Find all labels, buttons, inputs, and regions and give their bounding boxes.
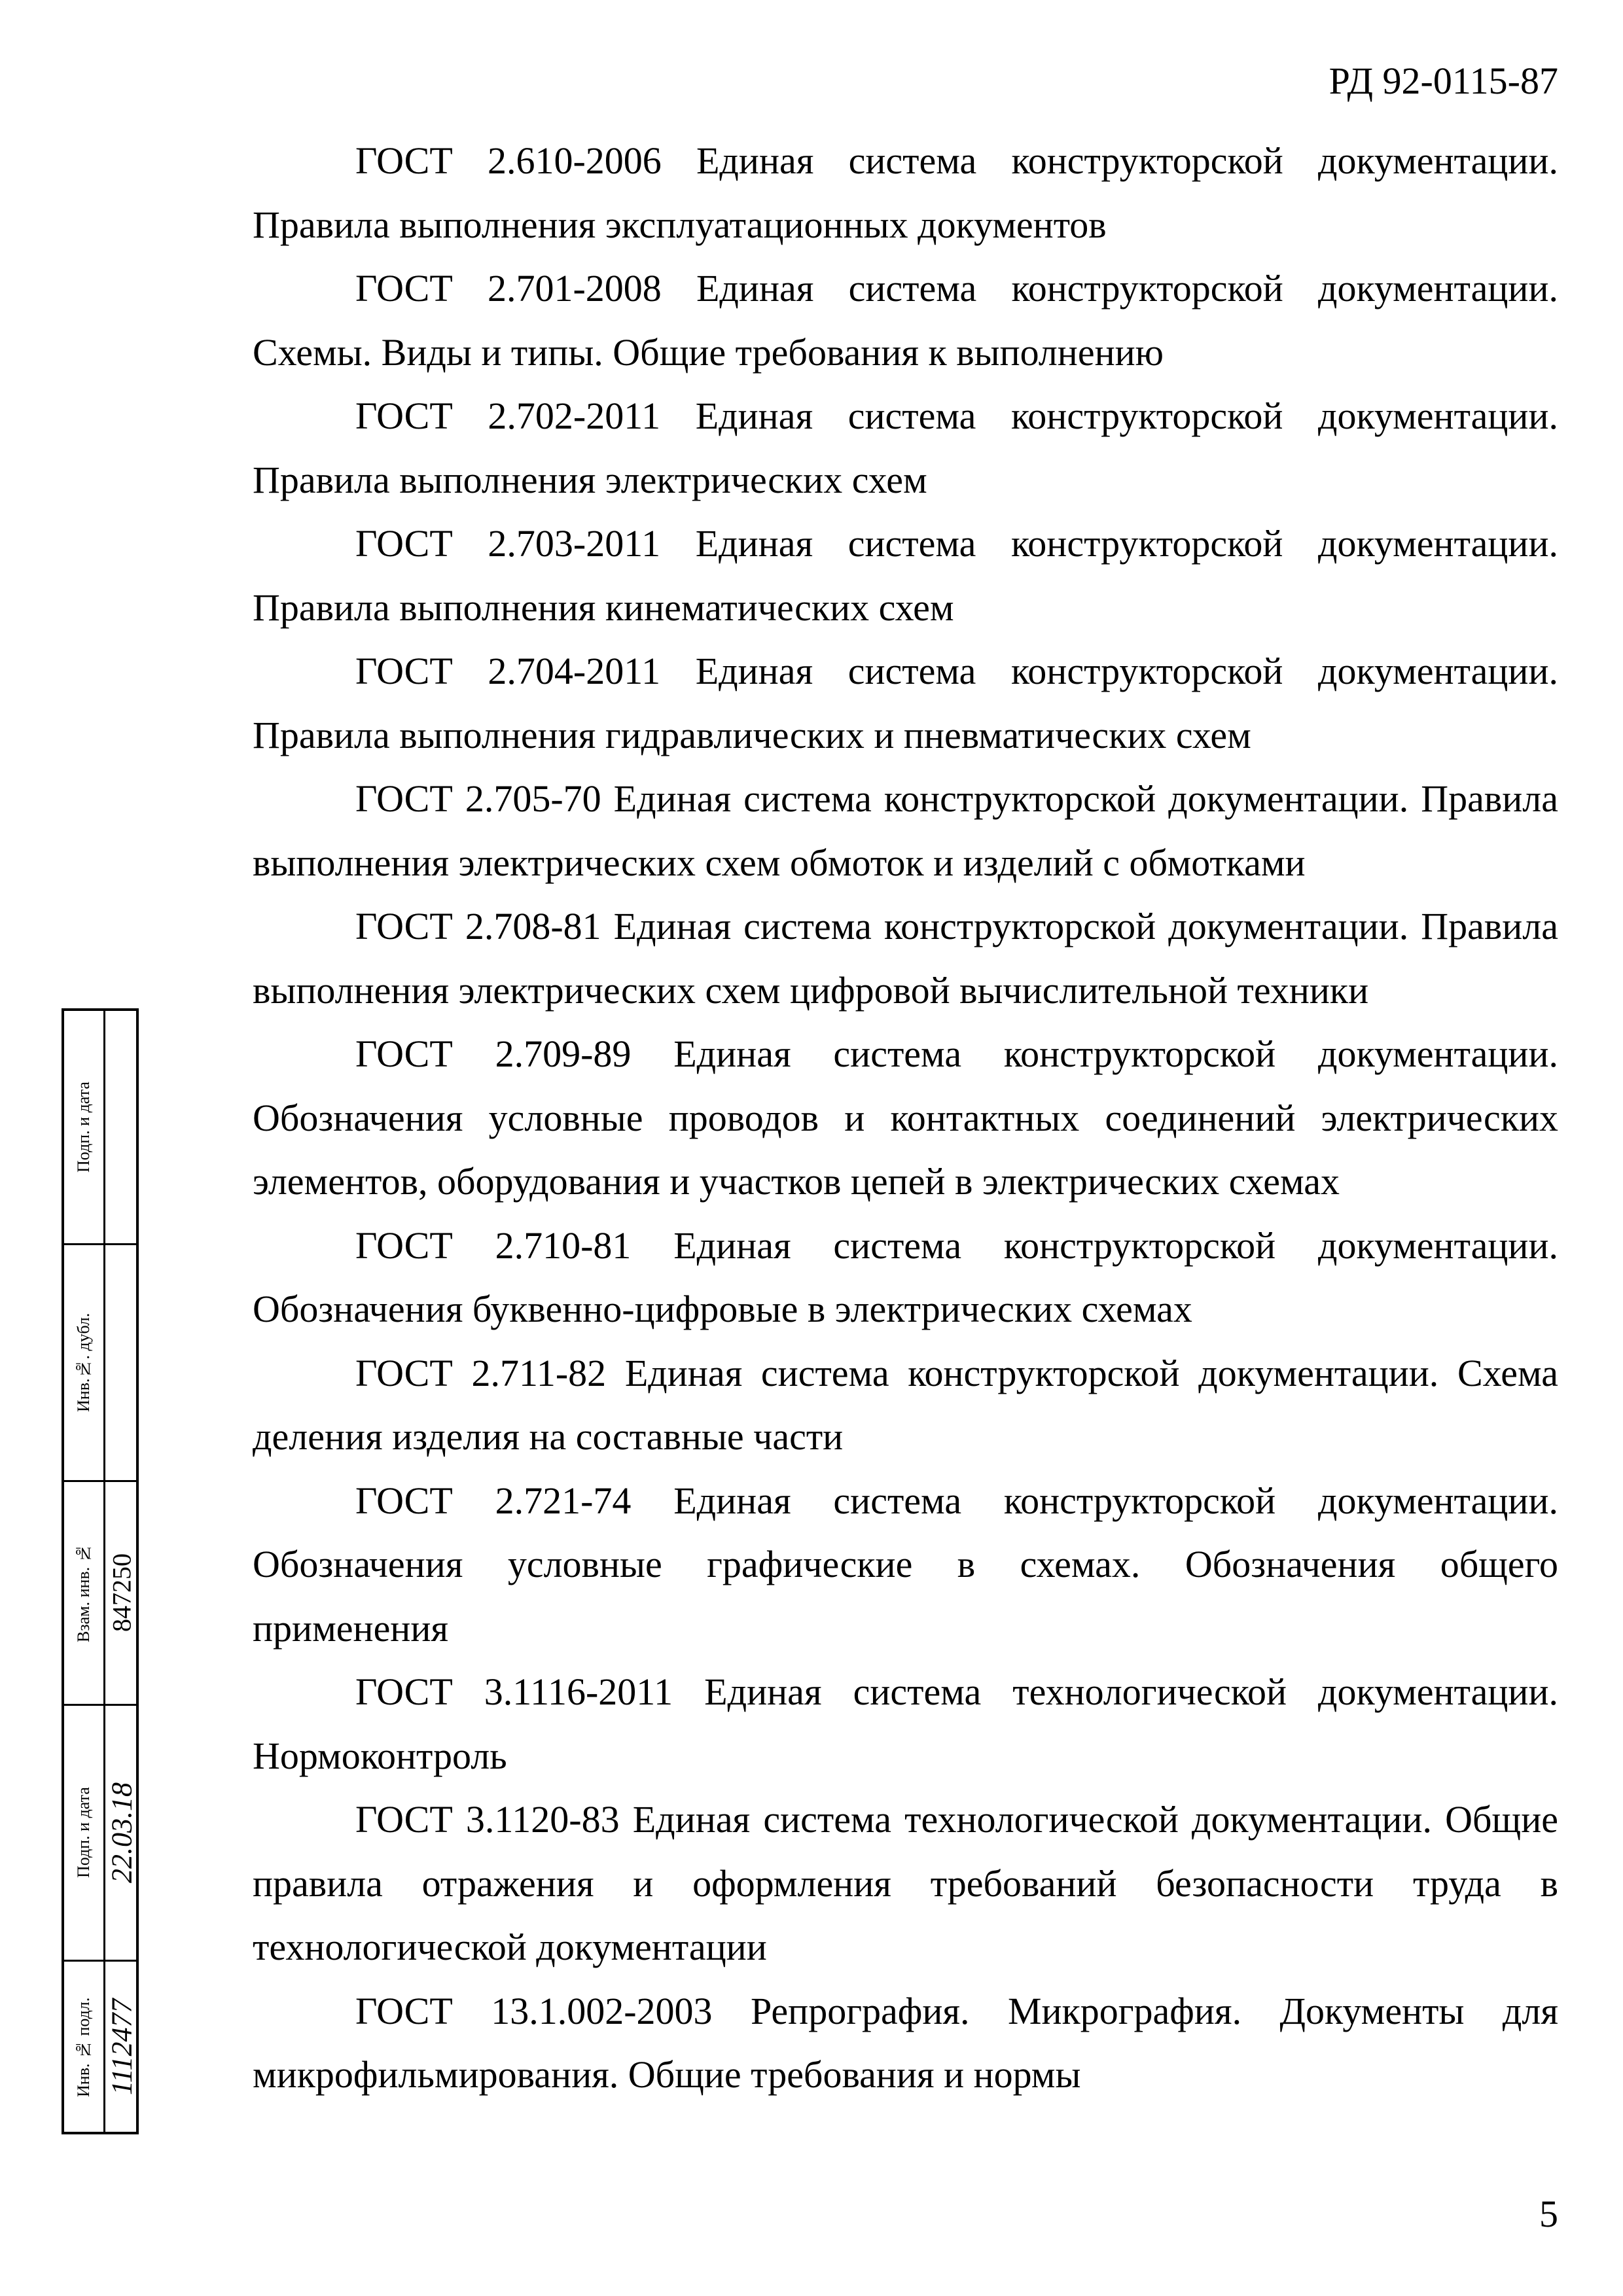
approval-stamp-table	[62, 1008, 139, 2134]
text-line: Схемы. Виды и типы. Общие требования к выполнению	[253, 330, 1164, 374]
stamp-label: Подп. и дата	[64, 1706, 105, 1960]
text-line: применения	[253, 1606, 449, 1650]
stamp-label: Инв. № подл.	[64, 1962, 105, 2132]
reference-paragraph	[253, 1979, 1558, 2107]
stamp-value: 1112477	[105, 1998, 138, 2096]
text-line: Правила выполнения эксплуатационных документов	[253, 203, 1107, 246]
text-line: Нормоконтроль	[253, 1734, 507, 1777]
text-line: ГОСТ 2.703-2011 Единая система конструкторской документации.	[355, 522, 1558, 565]
text-line: Правила выполнения гидравлических и пневматических схем	[253, 713, 1251, 756]
text-line: микрофильмирования. Общие требования и нормы	[253, 2053, 1081, 2096]
text-line: элементов, оборудования и участков цепей в электрических схемах	[253, 1160, 1340, 1203]
reference-paragraph	[253, 1660, 1558, 1788]
text-line: Обозначения буквенно-цифровые в электрических схемах	[253, 1288, 1192, 1330]
stamp-label: Инв.№. дубл.	[64, 1245, 105, 1480]
text-line: ГОСТ 2.711-82 Единая система конструкторской документации. Схема	[355, 1351, 1558, 1394]
document-code: РД 92-0115-87	[1329, 60, 1558, 102]
text-line: ГОСТ 2.701-2008 Единая система конструкторской документации.	[355, 267, 1558, 309]
reference-paragraph	[253, 512, 1558, 639]
document-body	[253, 129, 1558, 2107]
reference-paragraph	[253, 767, 1558, 894]
reference-paragraph	[253, 1341, 1558, 1469]
reference-paragraph	[253, 1214, 1558, 1341]
text-line: ГОСТ 2.709-89 Единая система конструкторской документации.	[355, 1033, 1558, 1075]
reference-paragraph	[253, 1469, 1558, 1661]
stamp-value	[105, 1011, 136, 1243]
reference-paragraph	[253, 256, 1558, 384]
stamp-label: Взам. инв. №	[64, 1482, 105, 1704]
page-number: 5	[1539, 2193, 1558, 2235]
text-line: технологической документации	[253, 1926, 767, 1968]
reference-paragraph	[253, 639, 1558, 767]
text-line: ГОСТ 2.705-70 Единая система конструкторской документации. Правила	[355, 777, 1558, 820]
stamp-cell	[64, 1482, 136, 1706]
stamp-cell	[64, 1011, 136, 1245]
stamp-cell	[64, 1962, 136, 2132]
text-line: ГОСТ 2.710-81 Единая система конструкторской документации.	[355, 1224, 1558, 1267]
text-line: ГОСТ 13.1.002-2003 Репрография. Микрография. Документы для	[355, 1989, 1558, 2032]
text-line: Правила выполнения кинематических схем	[253, 586, 954, 629]
text-line: ГОСТ 2.610-2006 Единая система конструкторской документации.	[355, 139, 1558, 182]
text-line: Обозначения условные проводов и контактных соединений электрических	[253, 1096, 1558, 1139]
reference-paragraph	[253, 1788, 1558, 1979]
reference-paragraph	[253, 129, 1558, 256]
reference-paragraph	[253, 894, 1558, 1022]
stamp-value: 847250	[107, 1553, 137, 1633]
text-line: ГОСТ 3.1116-2011 Единая система технологической документации.	[355, 1670, 1558, 1713]
text-line: ГОСТ 2.708-81 Единая система конструкторской документации. Правила	[355, 905, 1558, 947]
stamp-value	[105, 1245, 136, 1480]
stamp-cell	[64, 1245, 136, 1482]
text-line: ГОСТ 2.721-74 Единая система конструкторской документации.	[355, 1479, 1558, 1522]
stamp-label: Подп. и дата	[64, 1011, 105, 1243]
text-line: выполнения электрических схем обмоток и изделий с обмотками	[253, 841, 1306, 884]
reference-paragraph	[253, 1022, 1558, 1214]
stamp-cell	[64, 1706, 136, 1962]
reference-paragraph	[253, 384, 1558, 512]
text-line: Обозначения условные графические в схемах. Обозначения общего	[253, 1543, 1558, 1585]
text-line: ГОСТ 3.1120-83 Единая система технологической документации. Общие	[355, 1798, 1558, 1841]
text-line: выполнения электрических схем цифровой вычислительной техники	[253, 968, 1369, 1012]
stamp-value: 22.03.18	[105, 1782, 138, 1883]
text-line: ГОСТ 2.704-2011 Единая система конструкторской документации.	[355, 650, 1558, 692]
text-line: правила отражения и оформления требований безопасности труда в	[253, 1862, 1558, 1905]
text-line: ГОСТ 2.702-2011 Единая система конструкторской документации.	[355, 395, 1558, 437]
text-line: Правила выполнения электрических схем	[253, 458, 927, 501]
text-line: деления изделия на составные части	[253, 1415, 844, 1458]
